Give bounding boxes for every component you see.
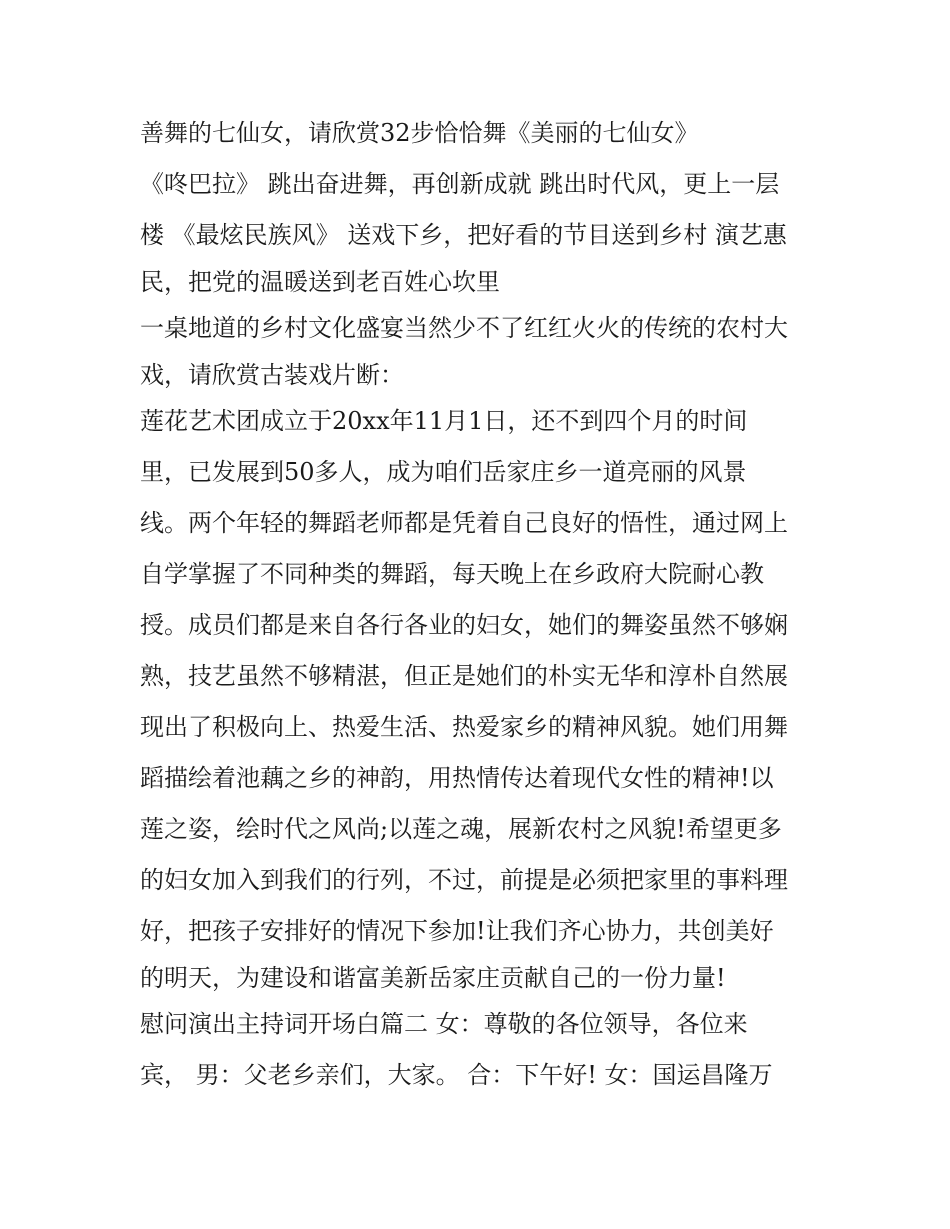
text-line-5: 一桌地道的乡村文化盛宴当然少不了红红火火的传统的农村大 bbox=[140, 314, 788, 342]
text-line-3: 楼 《最炫民族风》 送戏下乡，把好看的节目送到乡村 演艺惠 bbox=[140, 221, 787, 249]
text-line-1: 善舞的七仙女，请欣赏32步恰恰舞《美丽的七仙女》 bbox=[140, 119, 699, 147]
text-line-7: 莲花艺术团成立于20xx年11月1日，还不到四个月的时间 bbox=[140, 407, 748, 435]
text-line-15: 莲之姿，绘时代之风尚;以莲之魂，展新农村之风貌!希望更多 bbox=[140, 815, 782, 843]
text-line-20: 宾， 男：父老乡亲们，大家。 合：下午好! 女：国运昌隆万 bbox=[140, 1061, 773, 1089]
text-line-11: 授。成员们都是来自各行各业的妇女，她们的舞姿虽然不够娴 bbox=[140, 611, 788, 639]
text-line-14: 蹈描绘着池藕之乡的神韵，用热情传达着现代女性的精神!以 bbox=[140, 764, 774, 792]
text-line-16: 的妇女加入到我们的行列，不过，前提是必须把家里的事料理 bbox=[140, 866, 788, 894]
text-line-10: 自学掌握了不同种类的舞蹈，每天晚上在乡政府大院耐心教 bbox=[140, 560, 764, 588]
text-line-19: 慰问演出主持词开场白篇二 女：尊敬的各位领导，各位来 bbox=[140, 1010, 748, 1038]
text-line-13: 现出了积极向上、热爱生活、热爱家乡的精神风貌。她们用舞 bbox=[140, 713, 788, 741]
text-line-8: 里，已发展到50多人，成为咱们岳家庄乡一道亮丽的风景 bbox=[140, 458, 747, 486]
document-body bbox=[140, 108, 820, 1101]
text-line-17: 好，把孩子安排好的情况下参加!让我们齐心协力，共创美好 bbox=[140, 917, 774, 945]
text-line-4: 民，把党的温暖送到老百姓心坎里 bbox=[140, 268, 500, 296]
text-line-12: 熟，技艺虽然不够精湛，但正是她们的朴实无华和淳朴自然展 bbox=[140, 662, 788, 690]
text-line-2: 《咚巴拉》 跳出奋进舞，再创新成就 跳出时代风，更上一层 bbox=[140, 170, 780, 198]
text-line-6: 戏，请欣赏古装戏片断： bbox=[140, 361, 404, 389]
text-line-18: 的明天，为建设和谐富美新岳家庄贡献自己的一份力量! bbox=[140, 964, 726, 992]
text-line-9: 线。两个年轻的舞蹈老师都是凭着自己良好的悟性，通过网上 bbox=[140, 509, 788, 537]
